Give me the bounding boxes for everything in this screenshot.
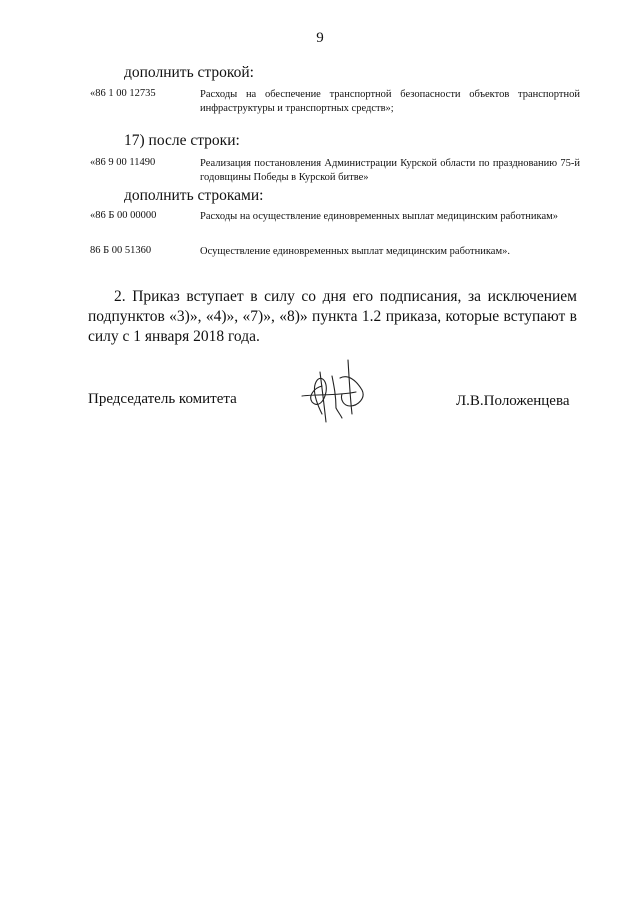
block-2-row-1-code: «86 9 00 11490 [90, 157, 156, 168]
page-number: 9 [316, 30, 324, 46]
block-3-row-1-text: Расходы на осуществление единовременных выплат медицинским работникам» [200, 211, 559, 222]
block-3-row-1-code: «86 Б 00 00000 [90, 210, 157, 221]
handwritten-signature [292, 352, 372, 428]
block-1-heading: дополнить строкой: [124, 64, 254, 81]
block-1-row-1-text: Расходы на обеспечение транспортной безопасности объектов транспортной инфраструктуры и транспортных средств»; [200, 89, 580, 114]
block-2-row-1-text: Реализация постановления Администрации Курской области по празднованию 75-й годовщины Победы в Курской битве» [200, 158, 580, 183]
block-3-row-2-text: Осуществление единовременных выплат медицинским работникам». [200, 246, 510, 257]
block-1-row-1-code: «86 1 00 12735 [90, 88, 156, 99]
block-3-row-2-code: 86 Б 00 51360 [90, 245, 152, 256]
effective-date-paragraph: 2. Приказ вступает в силу со дня его подписания, за исключением подпунктов «3)», «4)», «7)», «8)» пункта 1.2 приказа, которые вступают в силу с 1 января 2018 года. [88, 288, 577, 345]
block-2-heading: 17) после строки: [124, 132, 240, 149]
signatory-name: Л.В.Положенцева [456, 393, 570, 409]
block-3-heading: дополнить строками: [124, 187, 264, 204]
signatory-title: Председатель комитета [88, 391, 237, 407]
